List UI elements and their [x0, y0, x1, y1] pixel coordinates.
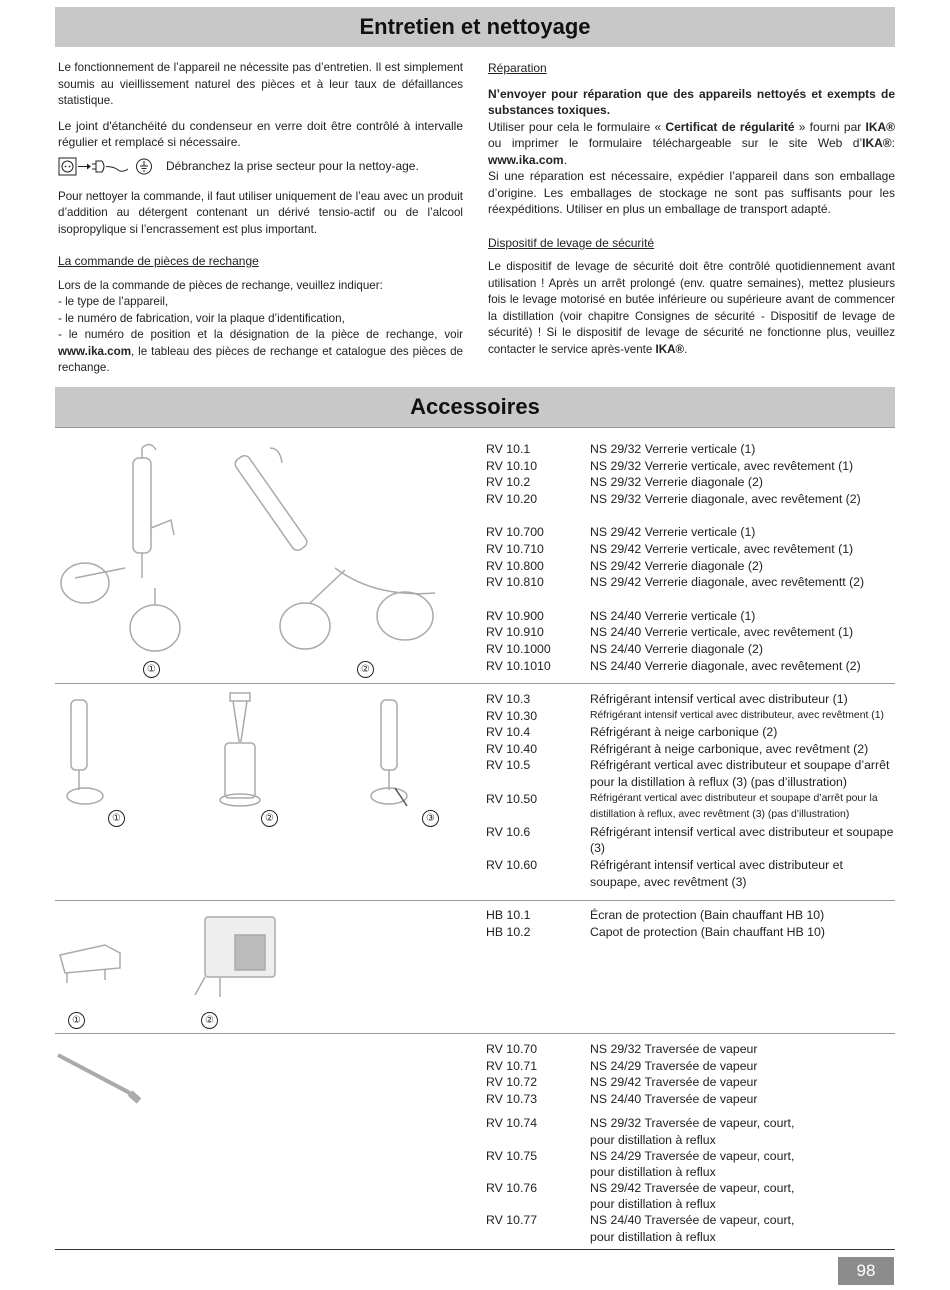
- table-row: RV 10.71 NS 24/29 Traversée de vapeur: [486, 1058, 758, 1073]
- figure-marker-2: ②: [201, 1012, 218, 1029]
- table-row: RV 10.1 NS 29/32 Verrerie verticale (1): [486, 442, 756, 456]
- repair-heading: Réparation: [488, 61, 547, 75]
- table-row: HB 10.2 Capot de protection (Bain chauffant HB 10): [486, 924, 825, 939]
- table-row: RV 10.700 NS 29/42 Verrerie verticale (1): [486, 525, 756, 540]
- figure-marker-1: ①: [108, 810, 125, 827]
- table-row: RV 10.2 NS 29/32 Verrerie diagonale (2): [486, 475, 763, 490]
- accessory-group-protection: [486, 907, 896, 940]
- glassware-illustration: [55, 438, 475, 678]
- table-row: RV 10.50 Réfrigérant vertical avec distributeur et soupape d’arrêt pour la distillation à reflux, avec revêtment (3) (pas d’illustration): [486, 791, 878, 821]
- unplug-icon: [58, 157, 158, 177]
- maintenance-paragraph-2: Le joint d'étanchéité du condenseur en verre doit être contrôlé à intervalle régulier et remplacé si nécessaire.: [58, 118, 463, 149]
- accessory-group-glassware: [486, 441, 896, 674]
- table-row: RV 10.75 NS 24/29 Traversée de vapeur, court, pour distillation à reflux: [486, 1148, 795, 1180]
- bottom-rule: [55, 1249, 895, 1250]
- table-row: RV 10.60 Réfrigérant intensif vertical avec distributeur et soupape, avec revêtment (3): [486, 857, 843, 889]
- table-row: RV 10.20 NS 29/32 Verrerie diagonale, avec revêtement (2): [486, 491, 861, 506]
- figure-marker-1: ①: [143, 661, 160, 678]
- table-row: RV 10.6 Réfrigérant intensif vertical avec distributeur et soupape (3): [486, 824, 894, 856]
- table-row: RV 10.810 NS 29/42 Verrerie diagonale, avec revêtementt (2): [486, 575, 865, 590]
- maintenance-title: Entretien et nettoyage: [55, 7, 895, 47]
- spare-parts-item-2: - le numéro de fabrication, voir la plaque d’identification,: [58, 311, 345, 325]
- maintenance-paragraph-1: Le fonctionnement de l’appareil ne nécessite pas d’entretien. Il est simplement soumis au vieillissement naturel des pièces et à leur taux de défaillances statistique.: [58, 61, 463, 107]
- condenser-illustration: [55, 688, 475, 818]
- table-row: RV 10.76 NS 29/42 Traversée de vapeur, court, pour distillation à reflux: [486, 1180, 795, 1212]
- accessories-top-rule: [55, 427, 895, 428]
- maintenance-left-column: [58, 60, 463, 377]
- ika-link[interactable]: www.ika.com: [58, 344, 132, 358]
- page-number: 98: [838, 1257, 894, 1285]
- safety-lift-heading: Dispositif de levage de sécurité: [488, 235, 655, 250]
- maintenance-right-column: [488, 60, 895, 358]
- table-row: RV 10.1000 NS 24/40 Verrerie diagonale (2): [486, 641, 763, 656]
- ika-website-link[interactable]: www.ika.com: [488, 152, 564, 167]
- vapour-tube-illustration: [55, 1045, 155, 1110]
- accessories-title: Accessoires: [55, 387, 895, 427]
- table-row: RV 10.800 NS 29/42 Verrerie diagonale (2): [486, 558, 763, 573]
- table-row: RV 10.30 Réfrigérant intensif vertical avec distributeur, avec revêtment (1): [486, 708, 884, 723]
- figure-marker-2: ②: [357, 661, 374, 678]
- table-row: RV 10.3 Réfrigérant intensif vertical avec distributeur (1): [486, 692, 848, 706]
- table-row: RV 10.5 Réfrigérant vertical avec distributeur et soupape d’arrêt pour la distillation à reflux (3) (pas d’illustration): [486, 758, 890, 789]
- safety-lift-paragraph: Le dispositif de levage de sécurité doit être contrôlé quotidiennement avant utilisation ! Après un arrêt prolongé (env. quatre semaines), mettez plusieurs fois le levage motorisé en butée inférieure ou supérieure avant de commencer la distillation (voir chapitre Consignes de sécurité - Dispositif de levage de sécurité) ! Si le dispositif de levage de sécurité ne fonctionne plus, veuillez contacter le service après-vente IKA®.: [488, 260, 895, 356]
- group-divider: [55, 1033, 895, 1034]
- unplug-text: Débranchez la prise secteur pour la nettoy-age.: [166, 159, 419, 174]
- table-row: RV 10.1010 NS 24/40 Verrerie diagonale, avec revêtement (2): [486, 658, 861, 673]
- table-row: RV 10.4 Réfrigérant à neige carbonique (2): [486, 725, 778, 740]
- table-row: RV 10.74 NS 29/32 Traversée de vapeur, court, pour distillation à reflux: [486, 1116, 795, 1147]
- unplug-instruction: [58, 157, 463, 177]
- spare-parts-item-3: - le numéro de position et la désignation de la pièce de rechange, voir www.ika.com, le tableau des pièces de rechange et catalogue des pièces de rechange.: [58, 328, 463, 374]
- table-row: RV 10.900 NS 24/40 Verrerie verticale (1): [486, 608, 756, 623]
- group-divider: [55, 683, 895, 684]
- group-divider: [55, 900, 895, 901]
- maintenance-paragraph-3: Pour nettoyer la commande, il faut utiliser uniquement de l’eau avec un produit d’addition au détergent contenant un dérivé tensio-actif ou de l’alcool isopropylique si l’encrassement est plus important.: [58, 189, 463, 236]
- table-row: RV 10.10 NS 29/32 Verrerie verticale, avec revêtement (1): [486, 458, 854, 473]
- accessory-group-vapour-tubes: [486, 1041, 896, 1245]
- spare-parts-heading: La commande de pièces de rechange: [58, 254, 259, 268]
- figure-marker-1: ①: [68, 1012, 85, 1029]
- table-row: RV 10.910 NS 24/40 Verrerie verticale, avec revêtement (1): [486, 625, 854, 640]
- repair-paragraph-2: Si une réparation est nécessaire, expédier l’appareil dans son emballage d’origine. Les emballages de stockage ne sont pas suffisants pour les réexpéditions. Utiliser en plus un emballage de transport adapté.: [488, 169, 895, 216]
- table-row: RV 10.710 NS 29/42 Verrerie verticale, avec revêtement (1): [486, 541, 854, 556]
- accessory-group-condensers: [486, 691, 896, 890]
- table-row: HB 10.1 Écran de protection (Bain chauffant HB 10): [486, 908, 825, 922]
- figure-marker-3: ③: [422, 810, 439, 827]
- table-row: RV 10.77 NS 24/40 Traversée de vapeur, court, pour distillation à reflux: [486, 1212, 795, 1244]
- spare-parts-item-1: - le type de l’appareil,: [58, 295, 169, 308]
- table-row: RV 10.70 NS 29/32 Traversée de vapeur: [486, 1042, 758, 1056]
- spare-parts-intro: Lors de la commande de pièces de rechange, veuillez indiquer:: [58, 278, 383, 292]
- repair-warning: N’envoyer pour réparation que des appareils nettoyés et exempts de substances toxiques.: [488, 86, 895, 117]
- table-row: RV 10.73 NS 24/40 Traversée de vapeur: [486, 1091, 758, 1106]
- table-row: RV 10.40 Réfrigérant à neige carbonique, avec revêtment (2): [486, 741, 869, 756]
- table-row: RV 10.72 NS 29/42 Traversée de vapeur: [486, 1075, 758, 1090]
- figure-marker-2: ②: [261, 810, 278, 827]
- protection-illustration: [55, 905, 295, 1010]
- repair-paragraph-1: Utiliser pour cela le formulaire « Certificat de régularité » fourni par IKA® ou imprimer le formulaire téléchargeable sur le site Web d’IKA®: www.ika.com.: [488, 119, 896, 167]
